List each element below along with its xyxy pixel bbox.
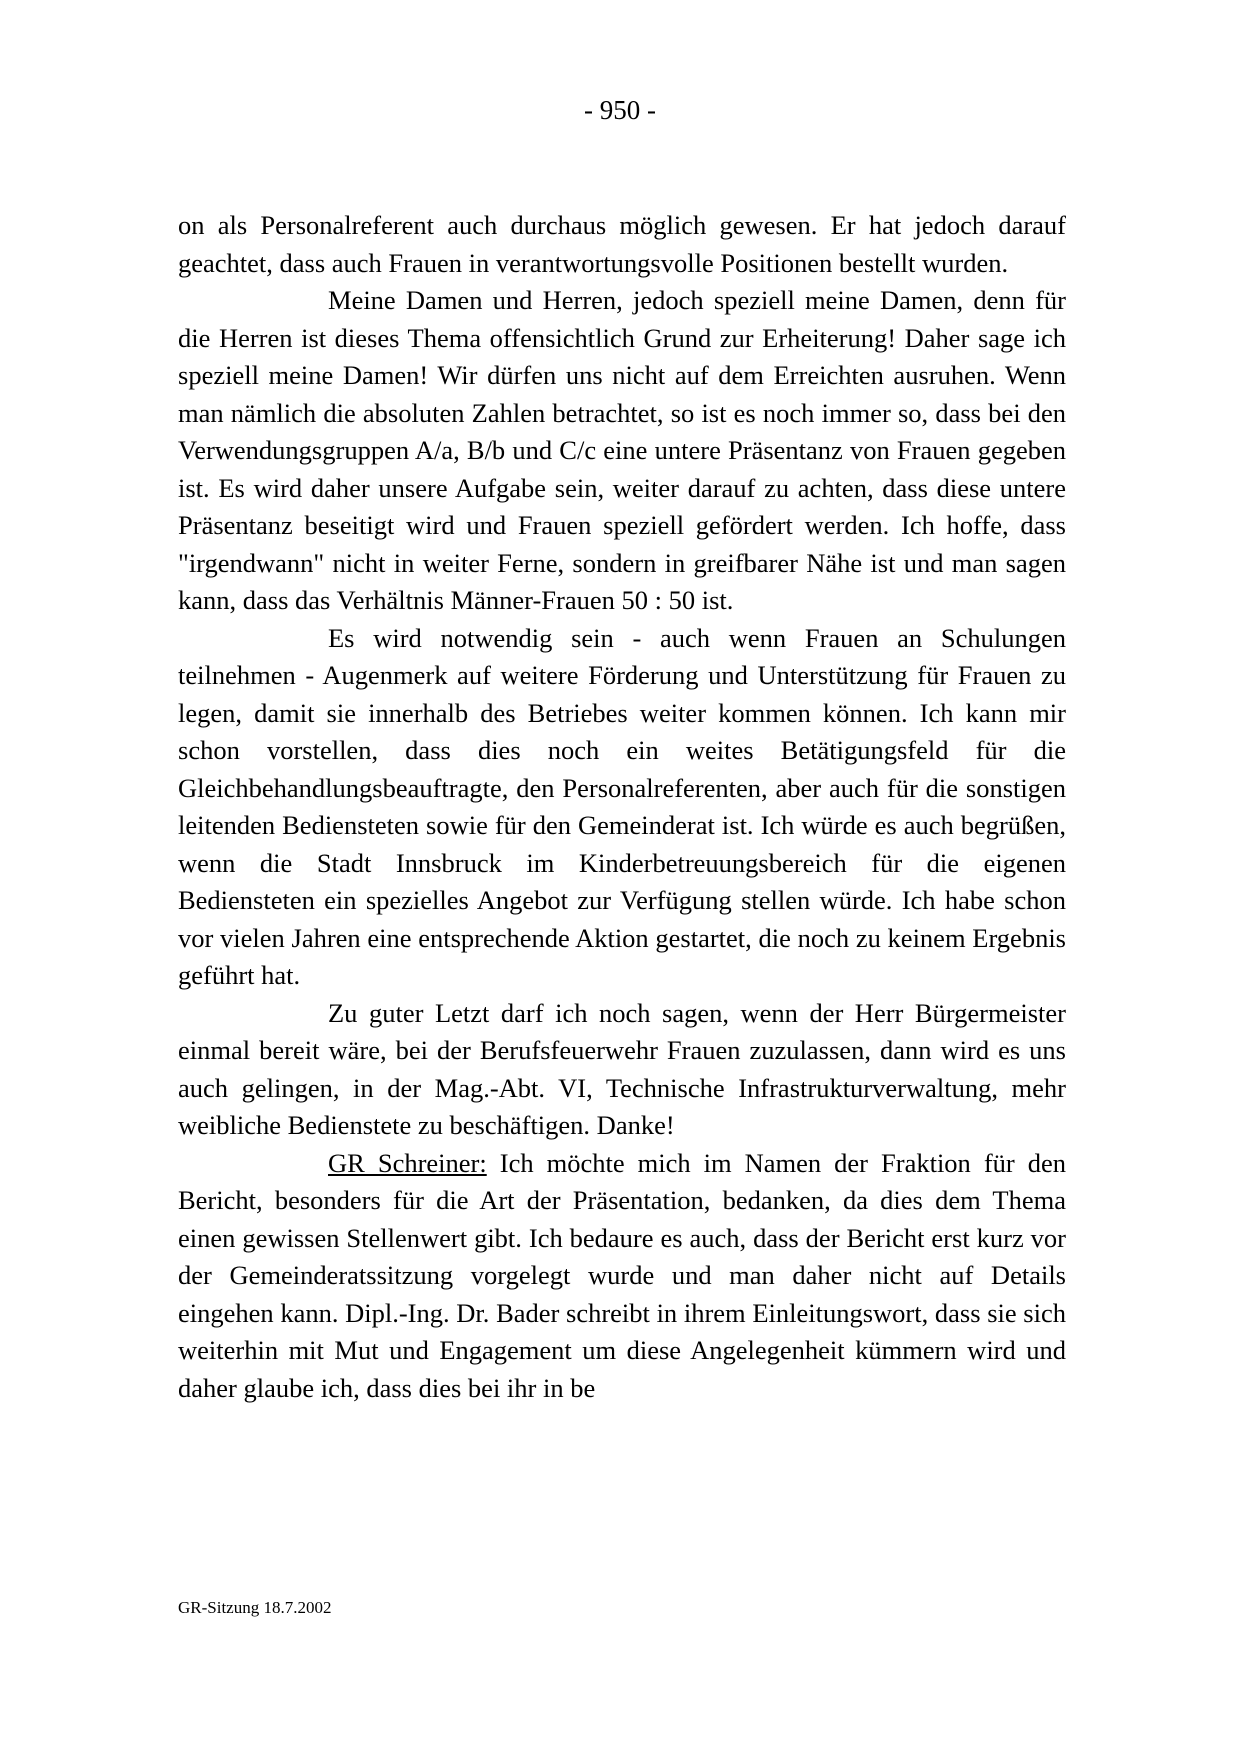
footer-session-label: GR-Sitzung 18.7.2002: [178, 1598, 332, 1617]
paragraph-gr-schreiner: [178, 1145, 1066, 1408]
paragraph-foerderung: Es wird notwendig sein - auch wenn Frauen an Schulungen teilnehmen - Augenmerk auf weitere Förderung und Unterstützung für Frauen zu legen, damit sie innerhalb des Betriebes weiter kommen können. Ich kann mir schon vorstellen, dass dies noch ein weites Betätigungsfeld für die Gleichbehandlungsbeauftragte, den Personalreferenten, aber auch für die sonstigen leitenden Bediensteten sowie für den Gemeinderat ist. Ich würde es auch begrüßen, wenn die Stadt Innsbruck im Kinderbetreuungsbereich für die eigenen Bediensteten ein spezielles Angebot zur Verfügung stellen würde. Ich habe schon vor vielen Jahren eine entsprechende Aktion gestartet, die noch zu keinem Ergebnis geführt hat.: [178, 622, 1066, 990]
speaker-statement: Ich möchte mich im Namen der Fraktion für den Bericht, besonders für die Art der Präsentation, bedanken, da dies dem Thema einen gewissen Stellenwert gibt. Ich bedaure es auch, dass der Bericht erst kurz vor der Gemeinderatssitzung vorgelegt wurde und man daher nicht auf Details eingehen kann. Dipl.-Ing. Dr. Bader schreibt in ihrem Einleitungswort, dass sie sich weiterhin mit Mut und Engagement um diese Angelegenheit kümmern wird und daher glaube ich, dass dies bei ihr in be: [178, 1147, 1066, 1403]
paragraph-berufsfeuerwehr: Zu guter Letzt darf ich noch sagen, wenn der Herr Bürgermeister einmal bereit wäre, bei der Berufsfeuerwehr Frauen zuzulassen, dann wird es uns auch gelingen, in der Mag.-Abt. VI, Technische Infrastrukturverwaltung, mehr weibliche Bedienstete zu beschäftigen. Danke!: [178, 997, 1066, 1140]
speaker-name: GR Schreiner:: [328, 1147, 487, 1178]
body-text: [178, 207, 1066, 1407]
paragraph-damen-herren: Meine Damen und Herren, jedoch speziell meine Damen, denn für die Herren ist dieses Thema offensichtlich Grund zur Erheiterung! Daher sage ich speziell meine Damen! Wir dürfen uns nicht auf dem Erreichten ausruhen. Wenn man nämlich die absoluten Zahlen betrachtet, so ist es noch immer so, dass bei den Verwendungsgruppen A/a, B/b und C/c eine untere Präsentanz von Frauen gegeben ist. Es wird daher unsere Aufgabe sein, weiter darauf zu achten, dass diese untere Präsentanz beseitigt wird und Frauen speziell gefördert werden. Ich hoffe, dass "irgendwann" nicht in weiter Ferne, sondern in greifbarer Nähe ist und man sagen kann, dass das Verhältnis Männer-Frauen 50 : 50 ist.: [178, 285, 1066, 615]
paragraph-continuation: on als Personalreferent auch durchaus möglich gewesen. Er hat jedoch darauf geachtet, dass auch Frauen in verantwortungsvolle Positionen bestellt wurden.: [178, 210, 1066, 278]
page-number: - 950 -: [584, 95, 656, 125]
